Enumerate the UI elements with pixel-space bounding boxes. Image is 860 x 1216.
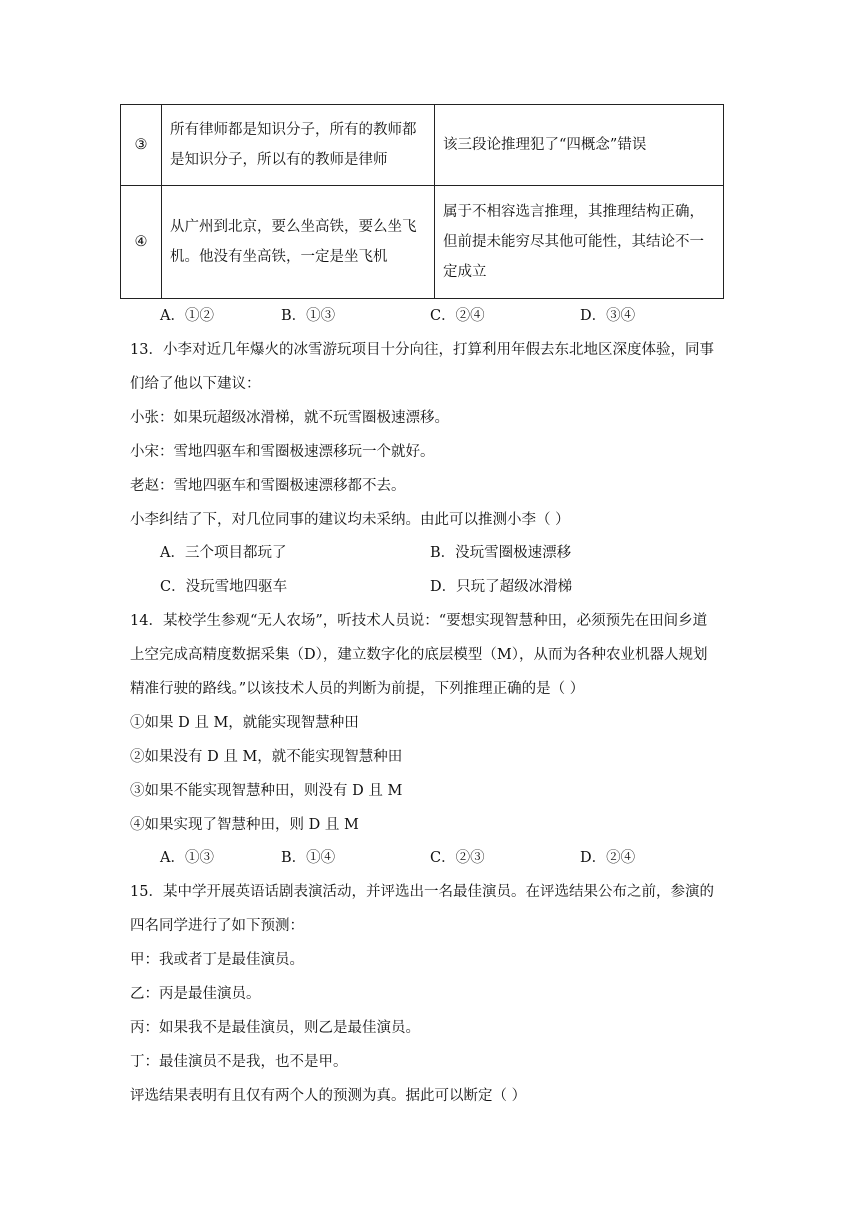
q14-option-c: C．②③ bbox=[430, 850, 485, 866]
q12-option-b: B．①③ bbox=[281, 308, 336, 324]
analysis-cell bbox=[435, 105, 724, 186]
q15-question: 评选结果表明有且仅有两个人的预测为真。据此可以断定（ ） bbox=[130, 1088, 527, 1104]
q15-prediction: 甲：我或者丁是最佳演员。 bbox=[130, 952, 304, 968]
q12-option-a: A．①② bbox=[160, 308, 214, 324]
statement-line: 从广州到北京，要么坐高铁，要么坐飞 bbox=[170, 219, 417, 235]
q13-question: 小李纠结了下，对几位同事的建议均未采纳。由此可以推测小李（ ） bbox=[130, 512, 570, 528]
statement-cell bbox=[162, 186, 435, 299]
q14-stem-line: 上空完成高精度数据采集（D），建立数字化的底层模型（M），从而为各种农业机器人规划 bbox=[130, 647, 708, 663]
q13-stem-line: 13．小李对近几年爆火的冰雪游玩项目十分向往，打算利用年假去东北地区深度体验，同事 bbox=[130, 342, 714, 358]
q13-option-a: A．三个项目都玩了 bbox=[160, 545, 287, 561]
q14-option-a: A．①③ bbox=[160, 850, 214, 866]
q13-option-c: C．没玩雪地四驱车 bbox=[160, 579, 288, 595]
q15-prediction: 丁：最佳演员不是我，也不是甲。 bbox=[130, 1054, 348, 1070]
q12-option-c: C．②④ bbox=[430, 308, 485, 324]
table-row bbox=[121, 105, 724, 186]
q13-option-b: B．没玩雪圈极速漂移 bbox=[430, 545, 572, 561]
q12-option-d: D．③④ bbox=[580, 308, 636, 324]
q14-option-d: D．②④ bbox=[580, 850, 636, 866]
analysis-line: 该三段论推理犯了“四概念”错误 bbox=[443, 137, 647, 153]
q13-suggestion: 小张：如果玩超级冰滑梯，就不玩雪圈极速漂移。 bbox=[130, 410, 449, 426]
q15-prediction: 丙：如果我不是最佳演员，则乙是最佳演员。 bbox=[130, 1020, 420, 1036]
q13-stem-line: 们给了他以下建议： bbox=[130, 376, 261, 392]
statement-line: 机。他没有坐高铁，一定是坐飞机 bbox=[170, 249, 388, 265]
q13-suggestion: 老赵：雪地四驱车和雪圈极速漂移都不去。 bbox=[130, 478, 406, 494]
analysis-line: 定成立 bbox=[443, 264, 487, 280]
q12-table bbox=[120, 104, 724, 299]
q15-stem-line: 15．某中学开展英语话剧表演活动，并评选出一名最佳演员。在评选结果公布之前，参演的 bbox=[130, 884, 714, 900]
q13-suggestion: 小宋：雪地四驱车和雪圈极速漂移玩一个就好。 bbox=[130, 444, 435, 460]
analysis-cell bbox=[435, 186, 724, 299]
statement-line: 所有律师都是知识分子，所有的教师都 bbox=[170, 122, 417, 138]
q15-prediction: 乙：丙是最佳演员。 bbox=[130, 986, 261, 1002]
row-number: ④ bbox=[121, 186, 162, 299]
q14-item: ④如果实现了智慧种田，则 D 且 M bbox=[130, 817, 359, 833]
q14-item: ①如果 D 且 M，就能实现智慧种田 bbox=[130, 715, 359, 731]
statement-line: 是知识分子，所以有的教师是律师 bbox=[170, 152, 388, 168]
q14-item: ②如果没有 D 且 M，就不能实现智慧种田 bbox=[130, 749, 403, 765]
analysis-line: 但前提未能穷尽其他可能性，其结论不一 bbox=[443, 234, 704, 250]
analysis-line: 属于不相容选言推理，其推理结构正确， bbox=[443, 204, 704, 220]
statement-cell bbox=[162, 105, 435, 186]
row-number: ③ bbox=[121, 105, 162, 186]
q13-option-d: D．只玩了超级冰滑梯 bbox=[430, 579, 573, 595]
q14-item: ③如果不能实现智慧种田，则没有 D 且 M bbox=[130, 783, 403, 799]
q14-stem-line: 14．某校学生参观“无人农场”，听技术人员说：“要想实现智慧种田，必须预先在田间乡道 bbox=[130, 613, 708, 629]
table-row bbox=[121, 186, 724, 299]
q14-stem-line: 精准行驶的路线。”以该技术人员的判断为前提，下列推理正确的是（ ） bbox=[130, 681, 585, 697]
q15-stem-line: 四名同学进行了如下预测： bbox=[130, 918, 304, 934]
q14-option-b: B．①④ bbox=[281, 850, 336, 866]
